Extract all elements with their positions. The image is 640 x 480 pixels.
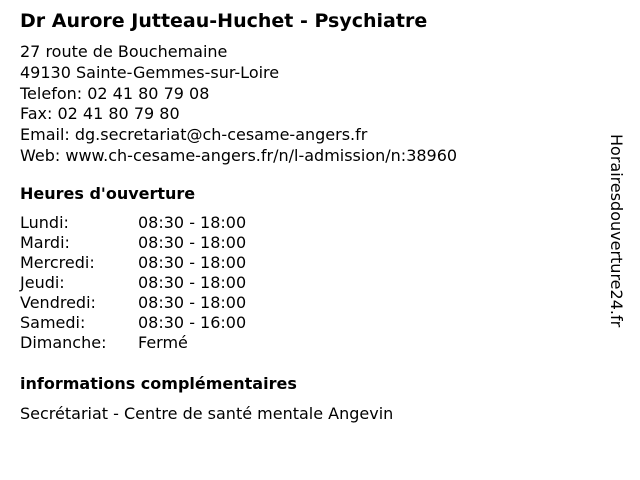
time-value: 08:30 - 18:00 — [138, 233, 247, 252]
hours-row-wednesday — [20, 253, 246, 273]
phone-number: Telefon: 02 41 80 79 08 — [20, 83, 210, 103]
hours-row-saturday — [20, 313, 246, 333]
website-url: Web: www.ch-cesame-angers.fr/n/l-admission/n:38960 — [20, 145, 458, 165]
day-label: Jeudi: — [20, 273, 65, 292]
additional-info-heading: informations complémentaires — [20, 374, 297, 393]
hours-row-monday — [20, 213, 246, 233]
opening-hours-heading: Heures d'ouverture — [20, 184, 196, 203]
day-label: Dimanche: — [20, 333, 107, 352]
hours-row-thursday — [20, 273, 246, 293]
time-value: 08:30 - 18:00 — [138, 253, 247, 272]
hours-row-tuesday — [20, 233, 246, 253]
hours-row-sunday — [20, 333, 246, 353]
day-label: Mardi: — [20, 233, 70, 252]
time-value: 08:30 - 18:00 — [138, 213, 247, 232]
contact-block — [20, 42, 457, 167]
time-value: 08:30 - 18:00 — [138, 273, 247, 292]
brand-text: Horairesdouverture24.fr — [607, 134, 626, 328]
opening-hours-table — [20, 213, 246, 353]
fax-number: Fax: 02 41 80 79 80 — [20, 104, 180, 124]
day-label: Lundi: — [20, 213, 69, 232]
time-value: Fermé — [138, 333, 188, 352]
day-label: Samedi: — [20, 313, 86, 332]
day-label: Mercredi: — [20, 253, 95, 272]
page-title: Dr Aurore Jutteau-Huchet - Psychiatre — [20, 10, 428, 32]
address-street: 27 route de Bouchemaine — [20, 42, 228, 61]
time-value: 08:30 - 18:00 — [138, 293, 247, 312]
address-city: 49130 Sainte-Gemmes-sur-Loire — [20, 62, 280, 82]
hours-row-friday — [20, 293, 246, 313]
email-address: Email: dg.secretariat@ch-cesame-angers.fr — [20, 125, 368, 145]
additional-info-text: Secrétariat - Centre de santé mentale Angevin — [20, 404, 394, 423]
time-value: 08:30 - 16:00 — [138, 313, 247, 332]
day-label: Vendredi: — [20, 293, 96, 312]
